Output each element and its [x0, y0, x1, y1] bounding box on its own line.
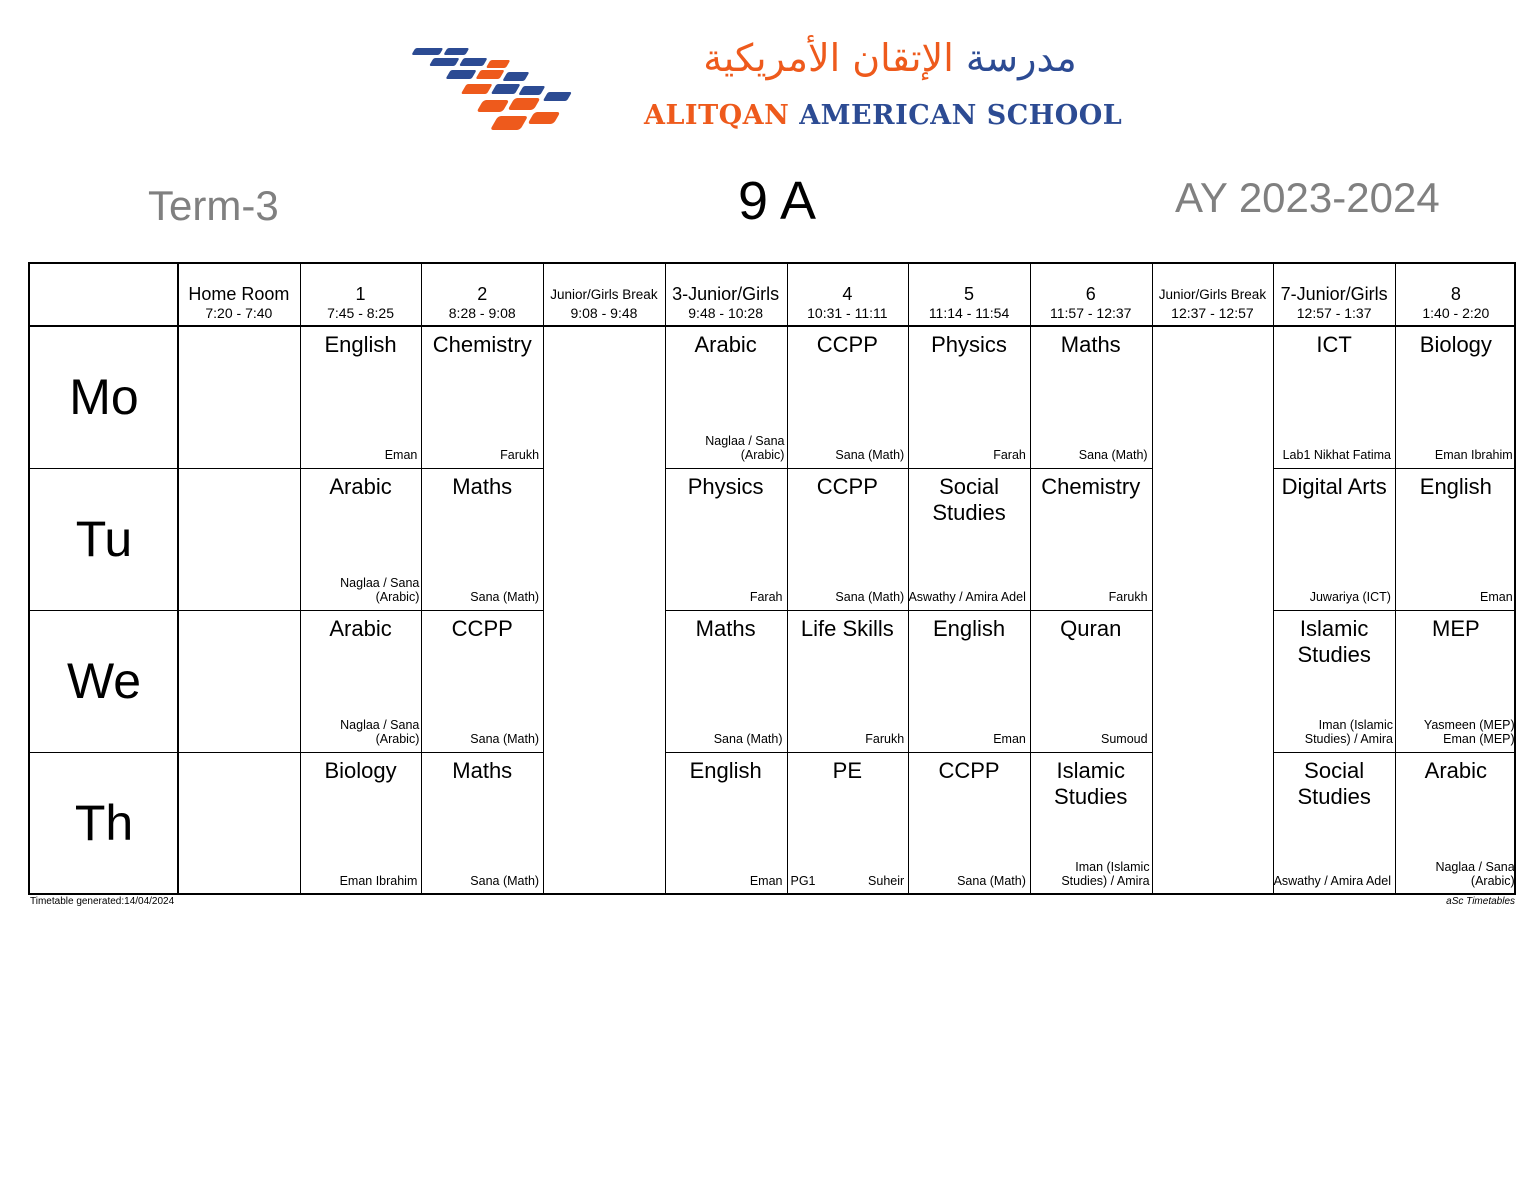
school-name-english-part2: AMERICAN SCHOOL [799, 100, 1123, 131]
lesson-cell[interactable] [1273, 326, 1395, 468]
period-time: 11:57 - 12:37 [1049, 305, 1132, 321]
lesson-subject: CCPP [451, 616, 513, 641]
lesson-subject: Islamic Studies [1054, 758, 1128, 809]
lesson-subject: Arabic [329, 474, 392, 499]
period-time: 9:48 - 10:28 [688, 305, 763, 321]
lesson-teacher: Eman Ibrahim [1434, 448, 1513, 462]
lesson-subject: Biology [324, 758, 397, 783]
lesson-subject: Chemistry [1041, 474, 1141, 499]
lesson-teacher: Farukh [500, 448, 540, 462]
lesson-cell[interactable] [1395, 326, 1517, 468]
period-time: 12:37 - 12:57 [1171, 305, 1254, 321]
lesson-subject: PE [832, 758, 863, 783]
lesson-cell[interactable] [1395, 610, 1517, 752]
period-time: 1:40 - 2:20 [1422, 305, 1490, 321]
lesson-teacher: Iman (Islamic Studies) / Amira [1061, 860, 1150, 888]
break-column-mask [544, 751, 665, 754]
period-title: 5 [964, 284, 975, 304]
lesson-subject: Social Studies [932, 474, 1006, 525]
grid-vline [543, 264, 544, 893]
period-header [787, 264, 909, 328]
period-title: 7-Junior/Girls [1280, 284, 1388, 304]
lesson-room: PG1 [790, 874, 816, 888]
school-name-arabic [640, 36, 1140, 80]
lesson-cell[interactable] [1030, 610, 1152, 752]
day-label: Mo [69, 369, 139, 425]
lesson-cell[interactable] [787, 326, 909, 468]
period-time: 12:57 - 1:37 [1296, 305, 1372, 321]
lesson-subject: Physics [687, 474, 764, 499]
lesson-cell[interactable] [665, 752, 787, 894]
period-time: 11:14 - 11:54 [928, 305, 1010, 321]
lesson-teacher: Farah [749, 590, 783, 604]
lesson-teacher: Sumoud [1101, 732, 1148, 746]
lesson-teacher: Sana (Math) [957, 874, 1026, 888]
period-header [178, 264, 300, 328]
lesson-subject: Arabic [694, 332, 757, 357]
period-header [300, 264, 422, 328]
period-title: 8 [1450, 284, 1461, 304]
lesson-subject: English [689, 758, 762, 783]
lesson-subject: Chemistry [432, 332, 532, 357]
lesson-cell[interactable] [665, 326, 787, 468]
lesson-teacher: Naglaa / Sana (Arabic) [340, 718, 420, 746]
lesson-teacher: Sana (Math) [470, 874, 540, 888]
lesson-subject: CCPP [816, 474, 878, 499]
period-header [1152, 264, 1274, 328]
lesson-cell[interactable] [1273, 468, 1395, 610]
period-header [665, 264, 787, 328]
lesson-cell[interactable] [421, 610, 543, 752]
day-label: Th [74, 795, 134, 851]
lesson-cell[interactable] [908, 610, 1030, 752]
lesson-teacher: Farukh [1108, 590, 1148, 604]
break-column-mask [544, 467, 665, 470]
lesson-subject: Islamic Studies [1297, 616, 1371, 667]
lesson-teacher: Eman [384, 448, 418, 462]
lesson-teacher: Eman [749, 874, 783, 888]
lesson-cell[interactable] [300, 610, 422, 752]
lesson-cell[interactable] [1030, 752, 1152, 894]
lesson-teacher: Juwariya (ICT) [1309, 590, 1391, 604]
period-title: Junior/Girls Break [1158, 287, 1267, 302]
school-name-english-part1: ALITQAN [644, 100, 790, 131]
period-header [421, 264, 543, 328]
lesson-cell[interactable] [787, 752, 909, 894]
school-name-arabic-part2: الإتقان الأمريكية [703, 36, 954, 80]
lesson-cell[interactable] [300, 468, 422, 610]
lesson-subject: Quran [1060, 616, 1122, 641]
lesson-subject: English [1419, 474, 1492, 499]
break-column-mask [544, 609, 665, 612]
lesson-subject: MEP [1432, 616, 1480, 641]
lesson-subject: Arabic [1424, 758, 1488, 783]
lesson-subject: Maths [452, 758, 513, 783]
timetable-grid [28, 262, 1516, 895]
lesson-subject: Social Studies [1297, 758, 1371, 809]
period-time: 10:31 - 11:11 [807, 305, 888, 321]
lesson-teacher: Lab1 Nikhat Fatima [1282, 448, 1391, 462]
period-header [1030, 264, 1152, 328]
lesson-subject: CCPP [816, 332, 878, 357]
school-logo-icon [388, 40, 573, 135]
day-label: We [66, 653, 142, 709]
lesson-cell[interactable] [421, 468, 543, 610]
lesson-cell[interactable] [1273, 752, 1395, 894]
lesson-teacher: Sana (Math) [835, 448, 905, 462]
period-time: 8:28 - 9:08 [448, 305, 516, 321]
lesson-cell[interactable] [421, 752, 543, 894]
lesson-subject: English [932, 616, 1006, 641]
lesson-teacher: Eman [993, 732, 1026, 746]
lesson-teacher: Sana (Math) [470, 590, 540, 604]
lesson-teacher: Sana (Math) [470, 732, 540, 746]
lesson-teacher: Sana (Math) [835, 590, 905, 604]
lesson-cell[interactable] [908, 468, 1030, 610]
lesson-cell[interactable] [1273, 610, 1395, 752]
lesson-cell[interactable] [421, 326, 543, 468]
lesson-subject: ICT [1316, 332, 1352, 357]
lesson-subject: Maths [1060, 332, 1121, 357]
lesson-teacher: Aswathy / Amira Adel [1273, 874, 1391, 888]
lesson-cell[interactable] [1395, 468, 1517, 610]
period-header [908, 264, 1030, 328]
period-title: 4 [842, 284, 853, 304]
lesson-teacher: Naglaa / Sana (Arabic) [1435, 860, 1515, 888]
lesson-teacher: Suheir [868, 874, 905, 888]
lesson-cell[interactable] [1395, 752, 1517, 894]
lesson-subject: Life Skills [800, 616, 894, 641]
lesson-cell[interactable] [1030, 326, 1152, 468]
lesson-teacher: Iman (Islamic Studies) / Amira [1304, 718, 1393, 746]
period-title: 2 [477, 284, 488, 304]
lesson-cell[interactable] [665, 468, 787, 610]
lesson-subject: Arabic [329, 616, 392, 641]
period-time: 9:08 - 9:48 [570, 305, 638, 321]
lesson-teacher: Sana (Math) [1078, 448, 1148, 462]
lesson-cell[interactable] [300, 752, 422, 894]
credit-note: aSc Timetables [1446, 896, 1515, 907]
lesson-subject: Digital Arts [1281, 474, 1387, 499]
school-name-arabic-part1: مدرسة [965, 36, 1077, 80]
period-header [543, 264, 665, 328]
lesson-cell[interactable] [908, 326, 1030, 468]
lesson-teacher: Yasmeen (MEP) Eman (MEP) [1423, 718, 1515, 746]
period-time: 7:45 - 8:25 [327, 305, 394, 321]
generated-note: Timetable generated:14/04/2024 [30, 896, 175, 907]
period-header [1273, 264, 1395, 328]
lesson-subject: Biology [1419, 332, 1492, 357]
lesson-teacher: Eman Ibrahim [339, 874, 418, 888]
lesson-teacher: Eman [1480, 590, 1513, 604]
class-title: 9 A [738, 171, 817, 231]
lesson-subject: Maths [695, 616, 756, 641]
day-label: Tu [75, 511, 133, 567]
lesson-cell[interactable] [787, 610, 909, 752]
lesson-subject: Physics [931, 332, 1007, 357]
lesson-teacher: Farah [993, 448, 1026, 462]
lesson-subject: Maths [452, 474, 513, 499]
grid-vline [1152, 264, 1153, 893]
break-column-mask [1153, 751, 1274, 754]
lesson-cell[interactable] [665, 610, 787, 752]
lesson-cell[interactable] [1030, 468, 1152, 610]
lesson-cell[interactable] [908, 752, 1030, 894]
academic-year-label: AY 2023-2024 [1175, 174, 1440, 221]
school-name-english [644, 100, 1134, 131]
period-title: Junior/Girls Break [550, 287, 658, 302]
period-title: 6 [1085, 284, 1096, 304]
lesson-subject: English [324, 332, 397, 357]
period-header [1395, 264, 1517, 328]
break-column-mask [1153, 609, 1274, 612]
lesson-cell[interactable] [300, 326, 422, 468]
period-title: 3-Junior/Girls [672, 284, 780, 304]
lesson-teacher: Naglaa / Sana (Arabic) [705, 434, 785, 462]
break-column-mask [1153, 467, 1274, 470]
period-time: 7:20 - 7:40 [205, 305, 273, 321]
lesson-teacher: Farukh [865, 732, 905, 746]
period-title: 1 [355, 284, 366, 304]
period-title: Home Room [188, 284, 290, 304]
lesson-cell[interactable] [787, 468, 909, 610]
lesson-teacher: Naglaa / Sana (Arabic) [340, 576, 420, 604]
lesson-teacher: Aswathy / Amira Adel [908, 590, 1026, 604]
lesson-subject: CCPP [938, 758, 1000, 783]
term-label: Term-3 [148, 182, 279, 229]
lesson-teacher: Sana (Math) [713, 732, 783, 746]
